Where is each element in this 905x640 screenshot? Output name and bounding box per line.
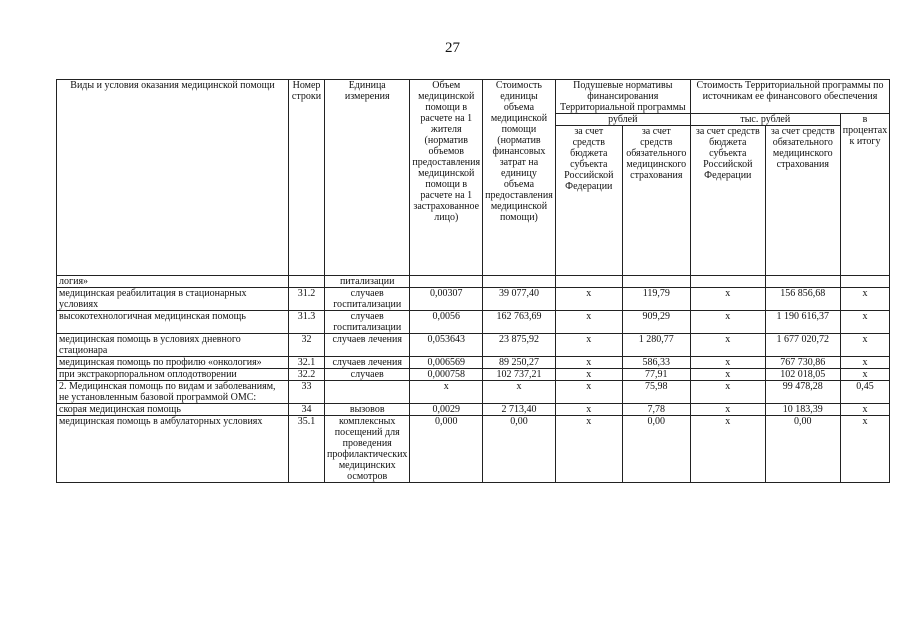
row-cost-budget: x: [690, 334, 765, 357]
row-cost-budget: [690, 276, 765, 288]
header-cost-budget: за счет средств бюджета субъекта Российской Федерации: [690, 126, 765, 276]
row-percapita-oms: 909,29: [622, 311, 690, 334]
table-row: [57, 404, 890, 416]
row-percent: x: [840, 311, 889, 334]
row-name: при экстракорпоральном оплодотворении: [57, 369, 289, 381]
row-name: медицинская помощь по профилю «онкология»: [57, 357, 289, 369]
row-unit-cost: 162 763,69: [483, 311, 556, 334]
row-cost-oms: 99 478,28: [765, 381, 840, 404]
row-unit: питализации: [325, 276, 410, 288]
table-row: [57, 357, 890, 369]
row-volume: 0,000: [410, 416, 483, 483]
financing-table: [56, 79, 890, 483]
header-cost-oms: за счет средств обязательного медицинского страхования: [765, 126, 840, 276]
row-name: медицинская помощь в амбулаторных условиях: [57, 416, 289, 483]
row-name: медицинская помощь в условиях дневного стационара: [57, 334, 289, 357]
row-cost-budget: x: [690, 311, 765, 334]
row-name: логия»: [57, 276, 289, 288]
row-unit: комплексных посещений для проведения профилактических медицинских осмотров: [325, 416, 410, 483]
table-row: [57, 381, 890, 404]
row-percapita-oms: [622, 276, 690, 288]
row-percapita-oms: 119,79: [622, 288, 690, 311]
row-number: [289, 276, 325, 288]
row-unit-cost: 102 737,21: [483, 369, 556, 381]
row-percent: x: [840, 369, 889, 381]
row-percapita-budget: x: [555, 357, 622, 369]
row-percent: x: [840, 334, 889, 357]
row-number: 31.3: [289, 311, 325, 334]
row-cost-oms: 1 677 020,72: [765, 334, 840, 357]
page-number: 27: [445, 40, 460, 56]
header-percapita-group: Подушевые нормативы финансирования Территориальной программы: [555, 80, 690, 114]
row-cost-oms: [765, 276, 840, 288]
table-row: [57, 334, 890, 357]
row-volume: 0,0029: [410, 404, 483, 416]
row-percapita-oms: 586,33: [622, 357, 690, 369]
row-number: 35.1: [289, 416, 325, 483]
row-unit: [325, 381, 410, 404]
row-cost-budget: x: [690, 381, 765, 404]
row-percent: x: [840, 404, 889, 416]
row-unit: вызовов: [325, 404, 410, 416]
row-volume: x: [410, 381, 483, 404]
row-percapita-budget: x: [555, 311, 622, 334]
header-percent: в процентах к итогу: [840, 114, 889, 276]
row-unit: случаев: [325, 369, 410, 381]
row-cost-budget: x: [690, 369, 765, 381]
row-percapita-budget: x: [555, 334, 622, 357]
row-percapita-budget: x: [555, 404, 622, 416]
row-name: медицинская реабилитация в стационарных условиях: [57, 288, 289, 311]
header-volume: Объем медицинской помощи в расчете на 1 жителя (норматив объемов предоставления медицинской помощи в расчете на 1 застрахованное лицо): [410, 80, 483, 276]
row-volume: 0,000758: [410, 369, 483, 381]
header-type: Виды и условия оказания медицинской помощи: [57, 80, 289, 276]
row-unit-cost: 89 250,27: [483, 357, 556, 369]
header-unit-rubles: рублей: [555, 114, 690, 126]
row-number: 31.2: [289, 288, 325, 311]
row-percapita-oms: 75,98: [622, 381, 690, 404]
header-unit-thousand-rubles: тыс. рублей: [690, 114, 840, 126]
row-volume: 0,00307: [410, 288, 483, 311]
row-cost-oms: 0,00: [765, 416, 840, 483]
header-cost-sources-group: Стоимость Территориальной программы по источникам ее финансового обеспечения: [690, 80, 889, 114]
row-cost-oms: 1 190 616,37: [765, 311, 840, 334]
row-name: скорая медицинская помощь: [57, 404, 289, 416]
row-volume: 0,006569: [410, 357, 483, 369]
row-unit-cost: 0,00: [483, 416, 556, 483]
row-percapita-oms: 77,91: [622, 369, 690, 381]
row-cost-oms: 102 018,05: [765, 369, 840, 381]
row-unit-cost: 39 077,40: [483, 288, 556, 311]
header-unit-cost: Стоимость единицы объема медицинской помощи (норматив финансовых затрат на единицу объема предоставления медицинской помощи): [483, 80, 556, 276]
row-number: 34: [289, 404, 325, 416]
row-percent: [840, 276, 889, 288]
table-row: [57, 276, 890, 288]
row-percapita-budget: x: [555, 416, 622, 483]
row-cost-oms: 156 856,68: [765, 288, 840, 311]
row-percapita-budget: x: [555, 288, 622, 311]
table-row: [57, 369, 890, 381]
row-volume: 0,0056: [410, 311, 483, 334]
row-number: 32.1: [289, 357, 325, 369]
row-unit-cost: 2 713,40: [483, 404, 556, 416]
table-row: [57, 416, 890, 483]
row-number: 32: [289, 334, 325, 357]
row-unit-cost: x: [483, 381, 556, 404]
row-cost-budget: x: [690, 416, 765, 483]
row-unit: случаев госпитализации: [325, 288, 410, 311]
row-percapita-oms: 1 280,77: [622, 334, 690, 357]
row-cost-oms: 767 730,86: [765, 357, 840, 369]
row-number: 33: [289, 381, 325, 404]
row-unit-cost: [483, 276, 556, 288]
row-percent: 0,45: [840, 381, 889, 404]
header-row-number: Номер строки: [289, 80, 325, 276]
row-unit: случаев лечения: [325, 357, 410, 369]
row-unit: случаев лечения: [325, 334, 410, 357]
row-percent: x: [840, 357, 889, 369]
table-row: [57, 311, 890, 334]
row-percent: x: [840, 416, 889, 483]
row-percent: x: [840, 288, 889, 311]
row-percapita-oms: 0,00: [622, 416, 690, 483]
row-volume: 0,053643: [410, 334, 483, 357]
row-cost-budget: x: [690, 288, 765, 311]
row-cost-budget: x: [690, 357, 765, 369]
row-cost-oms: 10 183,39: [765, 404, 840, 416]
row-percapita-oms: 7,78: [622, 404, 690, 416]
header-percapita-oms: за счет средств обязательного медицинского страхования: [622, 126, 690, 276]
row-name: 2. Медицинская помощь по видам и заболеваниям, не установленным базовой программой ОМС:: [57, 381, 289, 404]
header-percapita-budget: за счет средств бюджета субъекта Российской Федерации: [555, 126, 622, 276]
row-percapita-budget: x: [555, 381, 622, 404]
row-unit: случаев госпитализации: [325, 311, 410, 334]
row-volume: [410, 276, 483, 288]
table-row: [57, 288, 890, 311]
header-unit: Единица измерения: [325, 80, 410, 276]
row-percapita-budget: [555, 276, 622, 288]
row-cost-budget: x: [690, 404, 765, 416]
row-unit-cost: 23 875,92: [483, 334, 556, 357]
row-number: 32.2: [289, 369, 325, 381]
row-name: высокотехнологичная медицинская помощь: [57, 311, 289, 334]
header-row-1: [57, 80, 890, 114]
row-percapita-budget: x: [555, 369, 622, 381]
